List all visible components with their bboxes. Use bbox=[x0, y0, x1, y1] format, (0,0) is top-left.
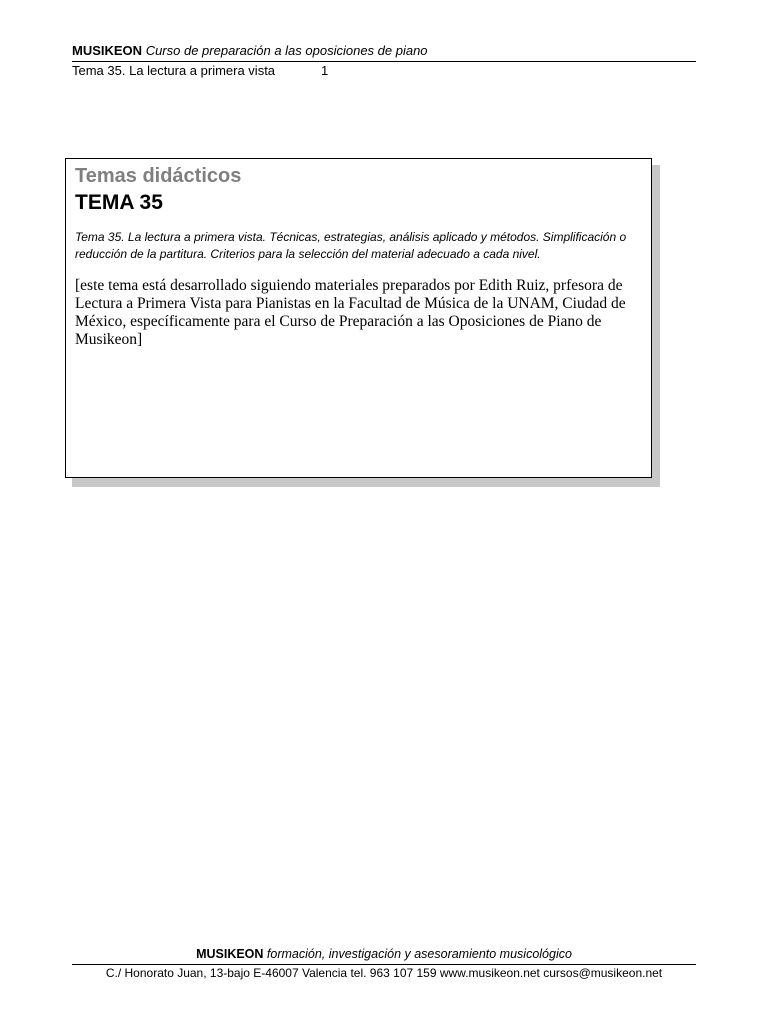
page-footer bbox=[72, 946, 696, 982]
footer-address: C./ Honorato Juan, 13-bajo E-46007 Valencia tel. 963 107 159 www.musikeon.net cursos@musikeon.net bbox=[105, 966, 663, 980]
footer-tagline: formación, investigación y asesoramiento musicológico bbox=[266, 947, 572, 961]
topic-description: Tema 35. La lectura a primera vista. Técnicas, estrategias, análisis aplicado y métodos. Simplificación o reducción de la partitura. Criterios para la selección del material adecuado a cada nivel. bbox=[75, 230, 627, 261]
box-title: TEMA 35 bbox=[75, 191, 163, 214]
page-number: 1 bbox=[321, 63, 329, 78]
header-topic: Tema 35. La lectura a primera vista bbox=[72, 63, 276, 78]
topic-box bbox=[65, 158, 652, 478]
header-title-line bbox=[72, 42, 696, 62]
header-course: Curso de preparación a las oposiciones de piano bbox=[145, 43, 428, 58]
footer-title-line bbox=[72, 946, 696, 965]
page-header bbox=[72, 42, 696, 80]
box-subtitle: Temas didácticos bbox=[75, 165, 242, 187]
footer-brand: MUSIKEON bbox=[196, 947, 264, 961]
header-topic-line bbox=[72, 62, 696, 80]
topic-note: [este tema está desarrollado siguiendo materiales preparados por Edith Ruiz, prfesora de Lectura a Primera Vista para Pianistas en la Facultad de Música de la UNAM, Ciudad de México, específicamente para el Curso de Preparación a las Oposiciones de Piano de Musikeon] bbox=[75, 277, 626, 348]
header-brand: MUSIKEON bbox=[72, 43, 143, 58]
